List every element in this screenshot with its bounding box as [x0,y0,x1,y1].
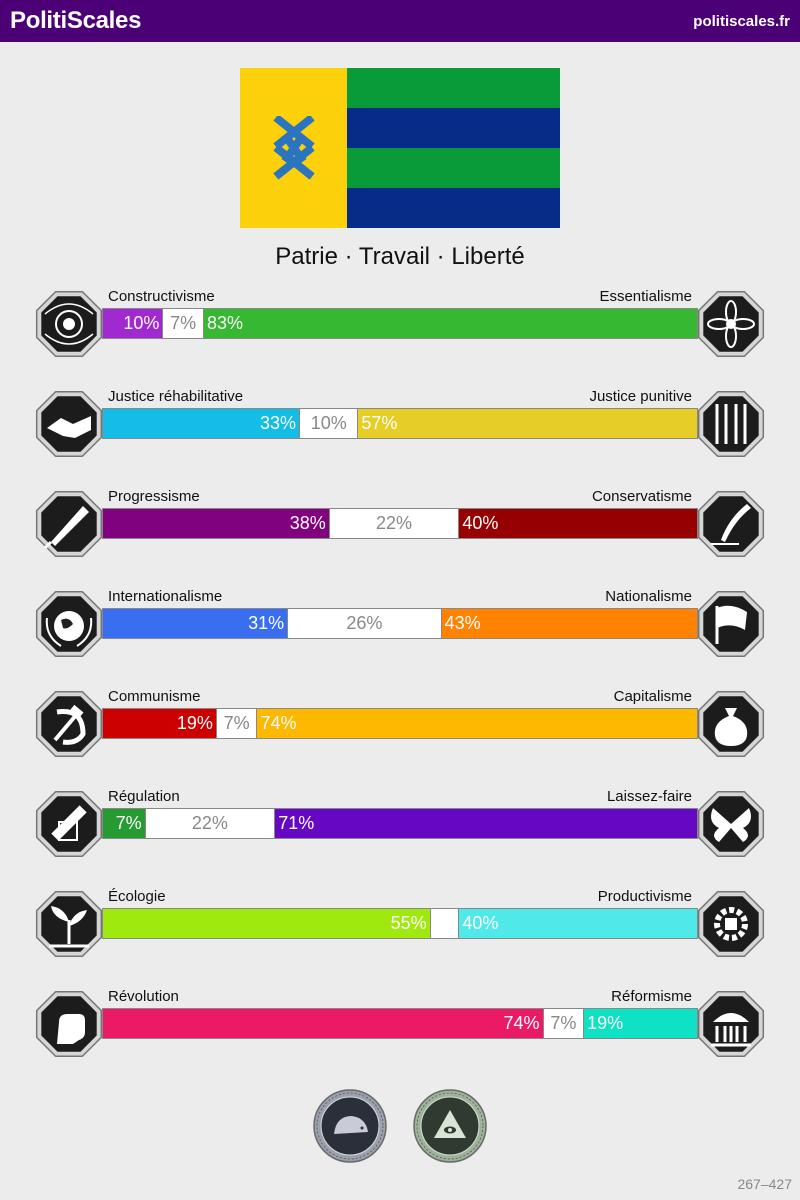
axis-neutral-segment: 26% [287,609,441,638]
axis-right-label: Essentialisme [599,288,692,305]
axis-left-segment: 19% [103,709,216,738]
axis-right-label: Laissez-faire [606,788,692,805]
flag-stripe [347,188,560,228]
axis-right-segment: 74% [257,709,697,738]
flag-stripe [347,108,560,148]
axis-bar [102,508,698,539]
flag-motto: Patrie · Travail · Liberté [275,243,525,270]
brand-title[interactable]: PolitiScales [10,7,142,34]
axis-left-label: Écologie [108,888,166,905]
axis-left-label: Internationalisme [108,588,223,605]
quill-icon [695,488,767,560]
axis-neutral-segment [430,909,460,938]
axis-row [0,688,800,768]
footer-range: 267–427 [737,1176,792,1192]
hedgehog-seal-icon[interactable] [312,1088,388,1164]
gear-icon [695,888,767,960]
axis-bar [102,708,698,739]
handshake-icon [33,388,105,460]
axis-neutral-segment: 22% [145,809,276,838]
hammer-sickle-icon [33,688,105,760]
axis-right-label: Réformisme [611,988,692,1005]
axis-right-label: Productivisme [597,888,692,905]
axis-left-segment: 7% [103,809,145,838]
axis-row [0,288,800,368]
axis-bar [102,1008,698,1039]
globe-icon [33,588,105,660]
axis-row [0,488,800,568]
axis-right-label: Conservatisme [591,488,692,505]
axis-row [0,988,800,1068]
fist-icon [33,988,105,1060]
axis-right-label: Capitalisme [613,688,692,705]
axis-right-segment: 57% [358,409,697,438]
axis-neutral-segment: 10% [299,409,358,438]
header-bar [0,0,800,42]
axis-neutral-segment: 7% [162,309,204,338]
rocket-icon [33,488,105,560]
result-flag [240,68,560,228]
axis-bar [102,908,698,939]
axis-right-segment: 40% [459,509,697,538]
axis-neutral-segment: 7% [216,709,258,738]
axis-left-label: Révolution [108,988,179,1005]
axis-right-label: Justice punitive [589,388,692,405]
axis-right-segment: 43% [442,609,697,638]
axis-neutral-segment: 22% [329,509,460,538]
site-link[interactable]: politiscales.fr [693,13,790,30]
flag-stripe [347,68,560,108]
axis-right-segment: 40% [459,909,697,938]
axis-neutral-segment: 7% [543,1009,585,1038]
axis-bar [102,608,698,639]
axis-left-segment: 38% [103,509,329,538]
axis-left-segment: 74% [103,1009,543,1038]
axis-row [0,788,800,868]
axis-left-label: Communisme [108,688,201,705]
sprout-icon [33,888,105,960]
butterfly-icon [695,788,767,860]
axis-right-segment: 19% [584,1009,697,1038]
money-bag-icon [695,688,767,760]
axis-left-label: Progressisme [108,488,200,505]
flower-icon [695,288,767,360]
axis-left-label: Justice réhabilitative [108,388,244,405]
axis-left-segment: 55% [103,909,430,938]
illuminati-seal-icon[interactable] [412,1088,488,1164]
interlocked-chevrons-icon [273,116,315,180]
axis-left-label: Régulation [108,788,180,805]
axis-bar [102,308,698,339]
axis-row [0,388,800,468]
axis-row [0,888,800,968]
flag-icon [695,588,767,660]
axis-left-segment: 10% [103,309,162,338]
axis-bar [102,808,698,839]
badges-row [0,1088,800,1164]
axis-row [0,588,800,668]
eye-icon [33,288,105,360]
axis-bar [102,408,698,439]
parliament-icon [695,988,767,1060]
prison-bars-icon [695,388,767,460]
axis-left-label: Constructivisme [108,288,215,305]
axis-right-segment: 83% [204,309,697,338]
axis-left-segment: 31% [103,609,287,638]
axis-right-label: Nationalisme [605,588,692,605]
axis-right-segment: 71% [275,809,697,838]
ruler-icon [33,788,105,860]
flag-stripe [347,148,560,188]
axis-left-segment: 33% [103,409,299,438]
